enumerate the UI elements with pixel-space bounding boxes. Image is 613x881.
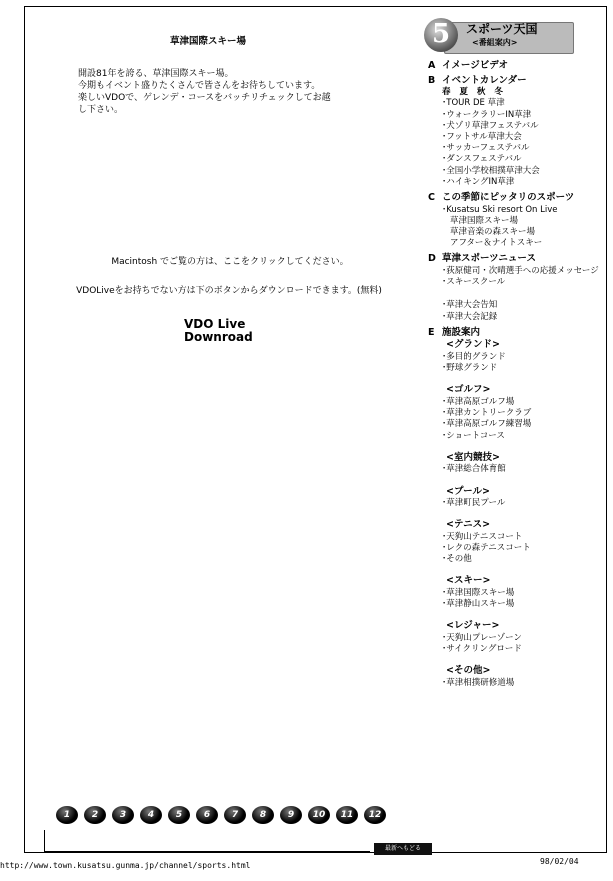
facility-item[interactable]: ･草津町民プール — [442, 498, 506, 509]
event-item[interactable]: ･TOUR DE 草津 — [442, 98, 505, 109]
channel-logo — [422, 16, 574, 56]
facility-item[interactable]: ･草津国際スキー場 — [442, 587, 515, 598]
channel-button[interactable]: 1 — [56, 806, 78, 824]
facility-item[interactable]: ･多目的グランド — [442, 351, 506, 362]
intro-line: 開設81年を誇る、草津国際スキー場。 — [78, 69, 234, 79]
intro-line: 今期もイベント盛りたくさんで皆さんをお待ちしています。 — [78, 81, 321, 92]
sidebar-menu — [428, 58, 604, 689]
section-letter: D — [428, 253, 436, 265]
facility-group-title: <ゴルフ> — [446, 384, 491, 396]
macintosh-link[interactable]: Macintosh でご覧の方は、ここをクリックしてください。 — [111, 257, 349, 267]
section-letter: B — [428, 74, 436, 86]
logo-title: スポーツ天国 — [466, 22, 538, 36]
channel-button[interactable]: 3 — [112, 806, 134, 824]
channel-button[interactable]: 8 — [252, 806, 274, 824]
seasonal-sports-link[interactable]: この季節にピッタリのスポーツ — [442, 192, 575, 204]
channel-button[interactable]: 4 — [140, 806, 162, 824]
vdo-button-line2: Downroad — [184, 329, 253, 344]
channel-button[interactable]: 12 — [364, 806, 386, 824]
facility-group-title: <レジャー> — [446, 620, 500, 632]
print-date: 98/02/04 — [540, 857, 579, 866]
facility-item[interactable]: ･ショートコース — [442, 430, 505, 441]
event-item[interactable]: ･犬ゾリ草津フェステバル — [442, 120, 539, 131]
facility-item[interactable]: ･草津総合体育館 — [442, 464, 506, 475]
facility-item[interactable]: ･草津静山スキー場 — [442, 599, 515, 610]
event-item[interactable]: ･ハイキングIN草津 — [442, 176, 515, 187]
channel-button[interactable]: 7 — [224, 806, 246, 824]
facility-group-title: <室内競技> — [446, 451, 500, 463]
section-b — [428, 75, 604, 189]
intro-line: 楽しいVDOで、ゲレンデ・コースをバッチリチェックしてお越 — [78, 93, 331, 104]
event-calendar-link[interactable]: イベントカレンダー — [442, 74, 527, 86]
channel-button[interactable]: 9 — [280, 806, 302, 824]
channel-button[interactable]: 6 — [196, 806, 218, 824]
season-links[interactable]: 春 夏 秋 冬 — [442, 87, 506, 98]
bottom-divider — [44, 830, 370, 852]
news-item[interactable]: ･荻原健司・次晴選手への応援メッセージ — [442, 265, 599, 276]
news-item[interactable]: ･草津大会告知 — [442, 300, 498, 311]
back-to-latest-button[interactable]: 最新へもどる — [374, 843, 432, 855]
section-c — [428, 192, 604, 249]
facility-group-title: <プール> — [446, 485, 490, 497]
facility-group-title: <スキー> — [446, 575, 491, 587]
facility-item[interactable]: ･サイクリングロード — [442, 644, 522, 655]
channel-button[interactable]: 5 — [168, 806, 190, 824]
section-d — [428, 253, 604, 322]
event-item[interactable]: ･サッカーフェステバル — [442, 143, 530, 154]
image-video-link[interactable]: イメージビデオ — [442, 60, 509, 71]
section-a — [428, 60, 604, 73]
channel-number-buttons — [56, 806, 392, 824]
facility-item[interactable]: ･草津カントリークラブ — [442, 408, 532, 419]
facility-item[interactable]: ･天狗山プレーゾーン — [442, 632, 522, 643]
channel-button[interactable]: 2 — [84, 806, 106, 824]
event-item[interactable]: ･フットサル草津大会 — [442, 131, 522, 142]
vdo-download-note: VDOLiveをお持ちでない方は下のボタンからダウンロードできます。(無料) — [76, 286, 382, 296]
section-letter: A — [428, 60, 436, 71]
seasonal-item[interactable]: 草津音楽の森スキー場 — [450, 227, 536, 237]
facility-item[interactable]: ･草津相撲研修道場 — [442, 677, 515, 688]
news-item[interactable]: ･スキースクール — [442, 277, 506, 288]
event-item[interactable]: ･ダンスフェステバル — [442, 154, 522, 165]
logo-subtitle: <番組案内> — [472, 38, 518, 47]
section-e — [428, 327, 604, 689]
section-letter: C — [428, 192, 435, 204]
seasonal-item[interactable]: ･Kusatsu Ski resort On Live — [442, 204, 558, 215]
section-letter: E — [428, 326, 435, 338]
facility-group-title: <その他> — [446, 665, 491, 677]
intro-text — [78, 68, 378, 117]
page-title: 草津国際スキー場 — [170, 36, 247, 47]
intro-line: し下さい。 — [78, 105, 124, 116]
facilities-link[interactable]: 施設案内 — [442, 326, 481, 338]
news-item[interactable]: ･草津大会記録 — [442, 311, 498, 322]
event-item[interactable]: ･全国小学校相撲草津大会 — [442, 165, 540, 176]
facility-item[interactable]: ･レクの森テニスコート — [442, 543, 531, 553]
seasonal-item[interactable]: アフター＆ナイトスキー — [450, 238, 543, 249]
sports-news-link[interactable]: 草津スポーツニュース — [442, 253, 536, 265]
facility-item[interactable]: ･野球グランド — [442, 363, 498, 374]
channel-button[interactable]: 11 — [336, 806, 358, 824]
channel-button[interactable]: 10 — [308, 806, 330, 824]
vdo-button-line1: VDO Live — [184, 317, 246, 331]
facility-group-title: <テニス> — [446, 519, 491, 531]
facility-item[interactable]: ･草津高原ゴルフ場 — [442, 396, 515, 407]
event-item[interactable]: ･ウォークラリーIN草津 — [442, 109, 532, 120]
vdo-live-download-button[interactable] — [184, 318, 253, 343]
facility-item[interactable]: ･その他 — [442, 554, 472, 565]
seasonal-item[interactable]: 草津国際スキー場 — [450, 215, 519, 226]
facility-group-title: <グランド> — [446, 339, 500, 351]
page-url: http://www.town.kusatsu.gunma.jp/channel/sports.html — [0, 861, 251, 870]
channel-number-badge: 5 — [424, 18, 458, 52]
facility-item[interactable]: ･天狗山テニスコート — [442, 531, 523, 542]
facility-item[interactable]: ･草津高原ゴルフ練習場 — [442, 419, 532, 430]
